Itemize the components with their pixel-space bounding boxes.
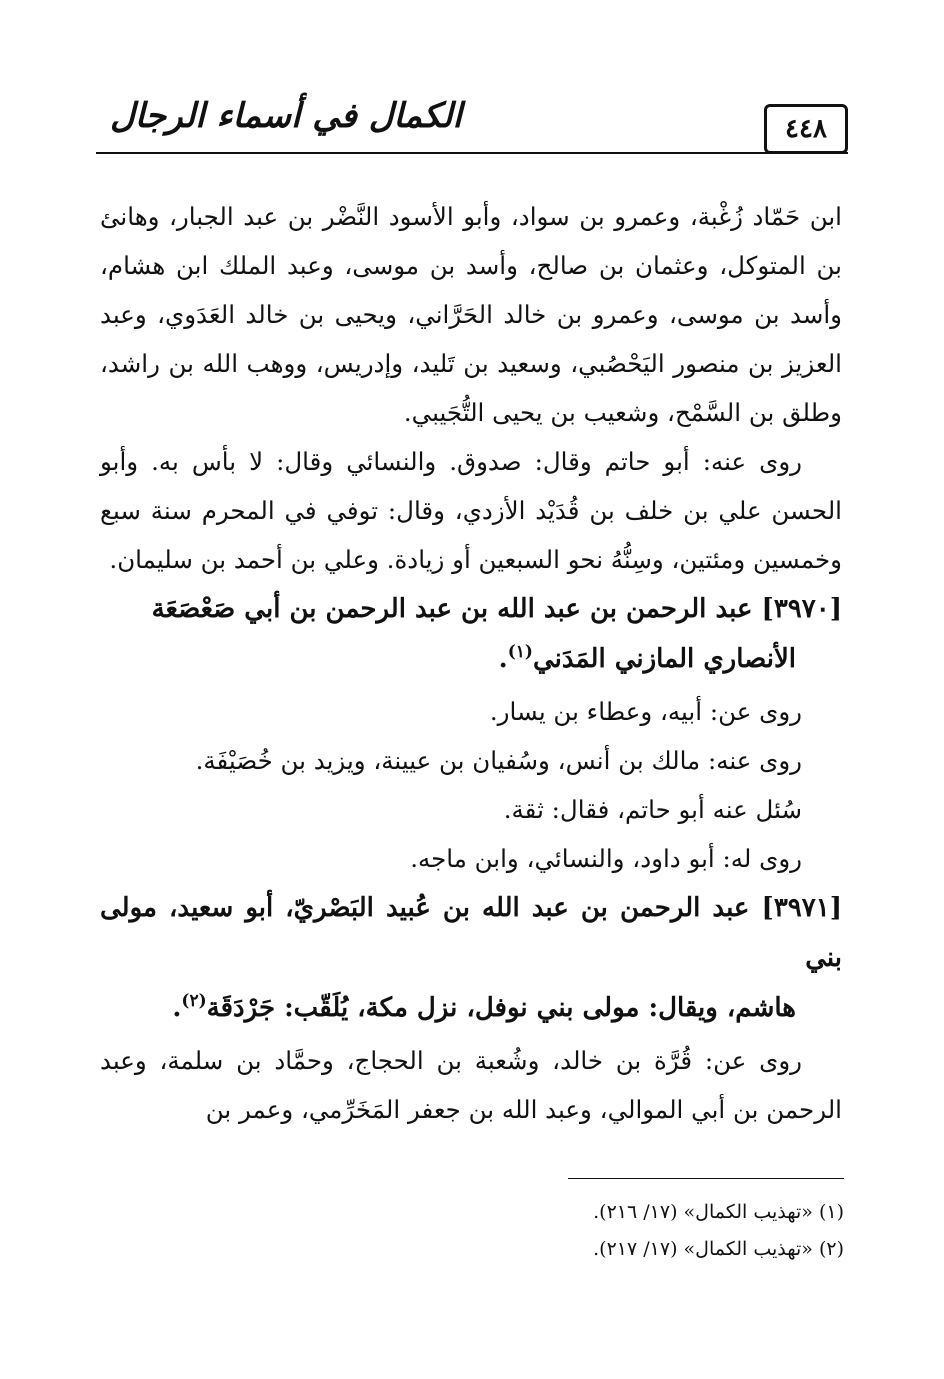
entry-3971-heading (100, 883, 842, 1036)
page-number: ٤٤٨ (764, 104, 848, 154)
entry-3971-end: . (172, 993, 182, 1023)
paragraph-3970-from: روى عن: أبيه، وعطاء بن يسار. (489, 697, 802, 726)
entry-3971-line1: [٣٩٧١] عبد الرحمن بن عبد الله بن عُبيد البَصْريّ، أبو سعيد، مولى بني (100, 893, 842, 973)
paragraph-3970-collections: روى له: أبو داود، والنسائي، وابن ماجه. (410, 844, 802, 873)
entry-3970-end: . (498, 644, 508, 674)
entry-3971-line2: هاشم، ويقال: مولى بني نوفل، نزل مكة، يُلَقّب: جَرْدَقَة (206, 993, 796, 1023)
entry-3970-line1: [٣٩٧٠] عبد الرحمن بن عبد الله بن عبد الرحمن بن أبي صَعْصَعَة (151, 594, 842, 624)
entry-3970-line2: الأنصاري المازني المَدَني (532, 644, 796, 674)
footnote-1: (١) «تهذيب الكمال» (١٧/ ٢١٦). (593, 1201, 844, 1223)
footnote-ref-2: (٢) (181, 991, 207, 1011)
paragraph-narrators: ابن حَمّاد زُغْبة، وعمرو بن سواد، وأبو الأسود النَّضْر بن عبد الجبار، وهانئ بن المتوكل، وعثمان بن صالح، وأسد بن موسى، وعبد الملك ابن هشام، وأسد بن موسى، وعمرو بن خالد الحَرَّاني، ويحيى بن خالد العَدَوي، وعبد العزيز بن منصور اليَحْصُبي، وسعيد بن تَليد، وإدريس، ووهب الله بن راشد، وطلق بن السَّمْح، وشعيب بن يحيى التُّجَيبي. (100, 202, 842, 427)
page-body (100, 192, 842, 1134)
entry-3970-heading (100, 584, 842, 687)
book-title: الكمال في أسماء الرجال (110, 96, 462, 136)
paragraph-3971-from: روى عن: قُرَّة بن خالد، وشُعبة بن الحجاج، وحمَّاد بن سلمة، وعبد الرحمن بن أبي الموالي، وعبد الله بن جعفر المَخَرِّمي، وعمر بن (100, 1046, 842, 1124)
page-header (96, 88, 848, 160)
paragraph-3970-narrators: روى عنه: مالك بن أنس، وسُفيان بن عيينة، ويزيد بن خُصَيْفَة. (195, 746, 802, 775)
header-rule (96, 152, 848, 154)
footnote-2: (٢) «تهذيب الكمال» (١٧/ ٢١٧). (593, 1238, 844, 1260)
footnote-rule (568, 1178, 844, 1179)
entry-3970-line2-wrap (100, 634, 842, 687)
footnotes (102, 1194, 844, 1268)
entry-3971-line2-wrap (100, 983, 842, 1036)
paragraph-3970-grading: سُئل عنه أبو حاتم، فقال: ثقة. (503, 795, 802, 824)
footnote-ref-1: (١) (507, 642, 533, 662)
paragraph-narrated-from-him: روى عنه: أبو حاتم وقال: صدوق. والنسائي وقال: لا بأس به. وأبو الحسن علي بن خلف بن قُدَيْد الأزدي، وقال: توفي في المحرم سنة سبع وخمسين ومئتين، وسِنُّهُ نحو السبعين أو زيادة. وعلي بن أحمد بن سليمان. (100, 447, 842, 574)
